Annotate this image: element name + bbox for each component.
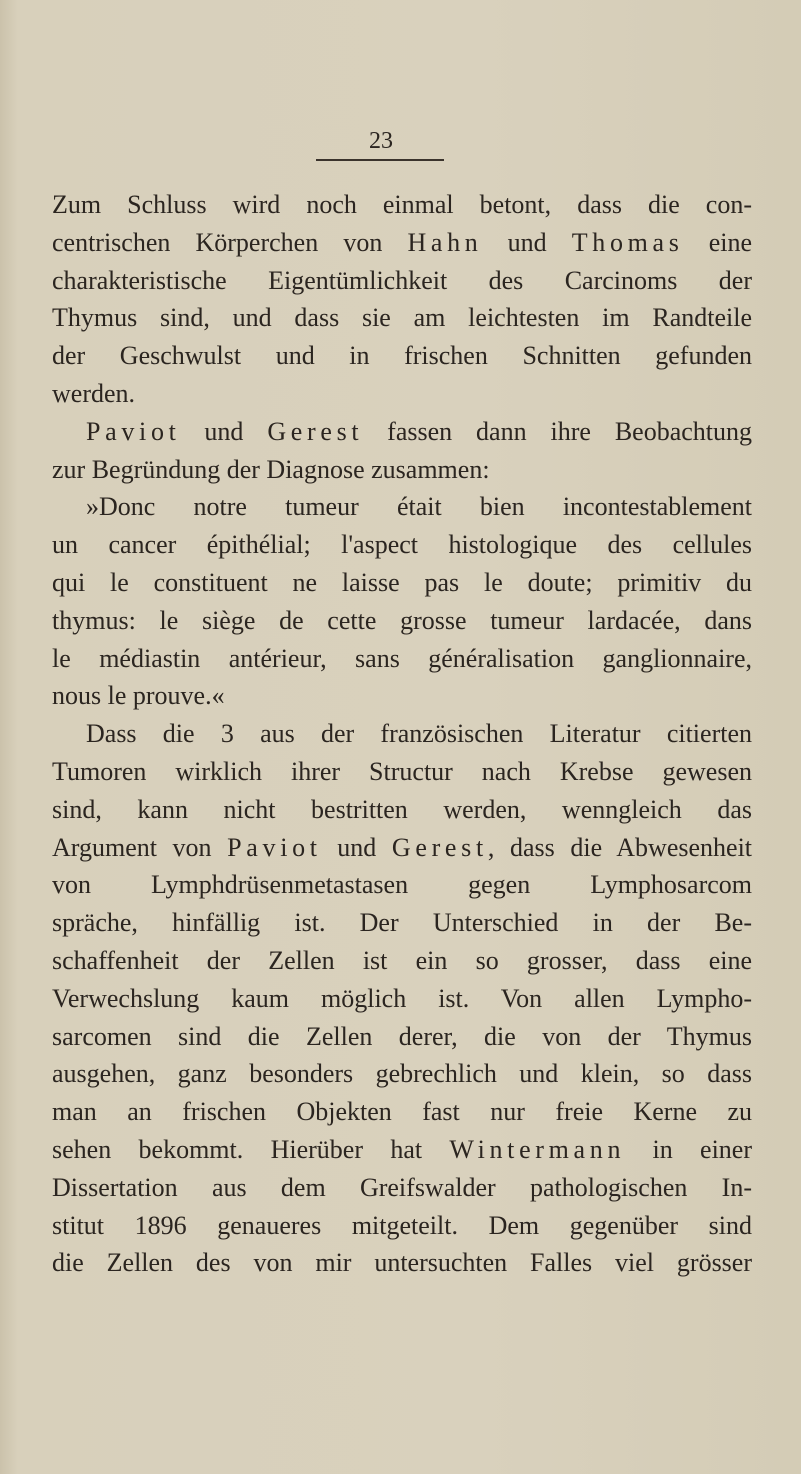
text-segment: in einer <box>625 1134 752 1164</box>
text-line <box>52 1207 752 1245</box>
spaced-name: Hahn <box>407 227 483 257</box>
page-number-rule <box>316 159 444 161</box>
text-line <box>52 1093 752 1131</box>
text-segment: fassen dann ihre Beobachtung <box>363 416 753 446</box>
spaced-name: Gerest <box>267 416 364 446</box>
text-segment: sarcomen sind die Zellen derer, die von der Thymus <box>52 1021 752 1051</box>
text-line <box>52 526 752 564</box>
text-segment: die Zellen des von mir untersuchten Falles viel grösser <box>52 1248 752 1278</box>
text-line <box>52 715 752 753</box>
text-segment: eine <box>683 227 752 257</box>
text-line <box>52 1018 752 1056</box>
text-segment: man an frischen Objekten fast nur freie Kerne zu <box>52 1097 752 1127</box>
text-line <box>52 677 752 715</box>
text-segment: Dass die 3 aus der französischen Literatur citierten <box>86 719 752 749</box>
text-line <box>52 829 752 867</box>
text-line <box>52 980 752 1018</box>
text-segment: schaffenheit der Zellen ist ein so grosser, dass eine <box>52 945 752 975</box>
text-line <box>52 375 752 413</box>
text-line <box>52 791 752 829</box>
text-segment: Argument von <box>52 832 228 862</box>
text-line <box>52 866 752 904</box>
text-segment: »Donc notre tumeur était bien incontestablement <box>86 492 752 522</box>
text-line <box>52 262 752 300</box>
text-line <box>52 1169 752 1207</box>
text-line <box>52 904 752 942</box>
spaced-name: Paviot <box>86 416 181 446</box>
text-segment: und <box>321 832 392 862</box>
text-segment: Tumoren wirklich ihrer Structur nach Krebse gewesen <box>52 756 752 786</box>
text-segment: und <box>180 416 268 446</box>
text-line <box>52 413 752 451</box>
text-segment: der Geschwulst und in frischen Schnitten gefunden <box>52 341 752 371</box>
text-segment: nous le prouve.« <box>52 681 225 711</box>
text-segment: und <box>482 227 572 257</box>
text-segment: stitut 1896 genaueres mitgeteilt. Dem gegenüber sind <box>52 1210 752 1240</box>
text-segment: ausgehen, ganz besonders gebrechlich und klein, so dass <box>52 1059 752 1089</box>
text-line <box>52 564 752 602</box>
text-segment: von Lymphdrüsenmetastasen gegen Lymphosarcom <box>52 870 752 900</box>
spaced-name: Wintermann <box>449 1134 626 1164</box>
text-segment: centrischen Körperchen von <box>52 227 408 257</box>
text-line <box>52 1055 752 1093</box>
text-segment: charakteristische Eigentümlichkeit des Carcinoms der <box>52 265 752 295</box>
text-segment: thymus: le siège de cette grosse tumeur lardacée, dans <box>52 605 752 635</box>
spaced-name: Gerest <box>391 832 488 862</box>
body-text <box>52 186 752 1282</box>
text-line <box>52 299 752 337</box>
text-segment: Verwechslung kaum möglich ist. Von allen Lympho- <box>52 983 752 1013</box>
spaced-name: Thomas <box>571 227 684 257</box>
text-line <box>52 224 752 262</box>
text-segment: Zum Schluss wird noch einmal betont, dass die con- <box>52 190 752 219</box>
text-line <box>52 942 752 980</box>
text-line <box>52 186 752 224</box>
text-segment: Thymus sind, und dass sie am leichtesten im Randteile <box>52 303 752 333</box>
text-segment: le médiastin antérieur, sans généralisation ganglionnaire, <box>52 643 752 673</box>
page-number: 23 <box>369 128 393 154</box>
text-segment: Dissertation aus dem Greifswalder pathologischen In- <box>52 1172 752 1202</box>
text-line <box>52 337 752 375</box>
text-segment: sehen bekommt. Hierüber hat <box>52 1134 450 1164</box>
text-segment: zur Begründung der Diagnose zusammen: <box>52 454 490 484</box>
text-line <box>52 488 752 526</box>
text-line <box>52 1131 752 1169</box>
text-segment: spräche, hinfällig ist. Der Unterschied in der Be- <box>52 908 752 938</box>
text-segment: werden. <box>52 378 136 408</box>
text-line <box>52 451 752 489</box>
text-line <box>52 640 752 678</box>
text-segment: sind, kann nicht bestritten werden, wenngleich das <box>52 794 752 824</box>
text-line <box>52 602 752 640</box>
spaced-name: Paviot <box>227 832 322 862</box>
text-line <box>52 753 752 791</box>
text-segment: un cancer épithélial; l'aspect histologique des cellules <box>52 530 752 560</box>
text-segment: , dass die Abwesenheit <box>487 832 753 862</box>
text-line <box>52 1244 752 1282</box>
text-segment: qui le constituent ne laisse pas le doute; primitiv du <box>52 567 752 597</box>
